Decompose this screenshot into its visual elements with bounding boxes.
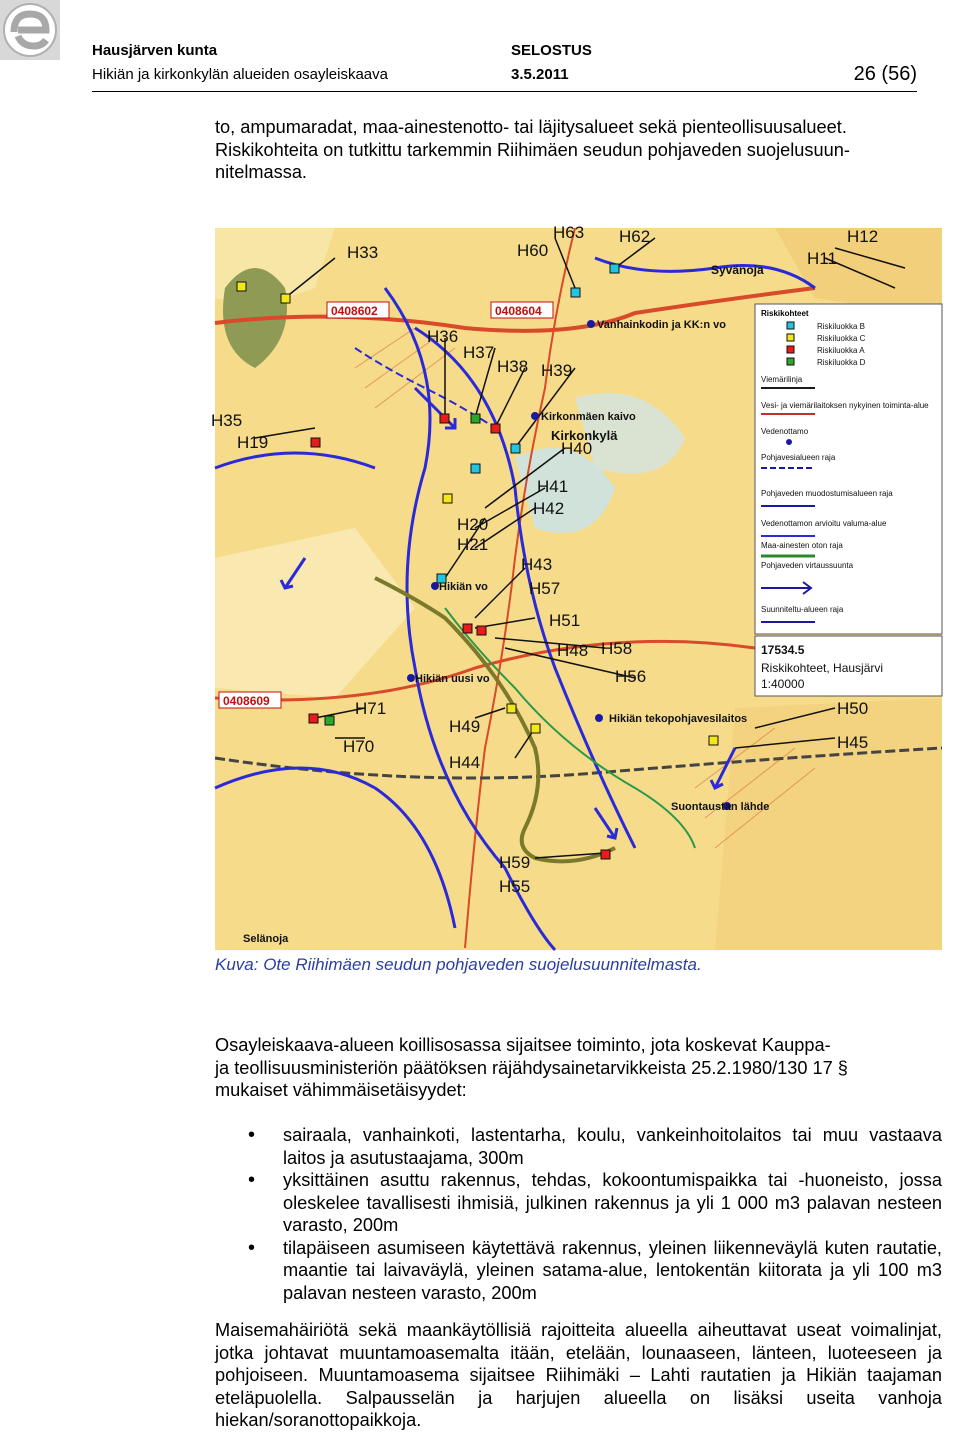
place-name: Hikiän vo bbox=[439, 581, 488, 593]
legend-item: Pohjavesialueen raja bbox=[761, 453, 836, 462]
area-id-label: 0408609 bbox=[223, 694, 270, 708]
place-name: Kirkonmäen kaivo bbox=[541, 411, 636, 423]
distance-paragraph bbox=[215, 1034, 942, 1102]
intro-line: Riskikohteita on tutkittu tarkemmin Riihimäen seudun pohjaveden suojelusuun- bbox=[215, 139, 850, 160]
risk-map-graphic bbox=[211, 223, 942, 950]
site-label: H70 bbox=[343, 737, 375, 756]
header-org: Hausjärven kunta bbox=[92, 42, 218, 59]
header-doc-type: SELOSTUS bbox=[511, 42, 592, 59]
map-legend bbox=[755, 304, 942, 696]
header-plan: Hikiän ja kirkonkylän alueiden osayleiskaava bbox=[92, 66, 388, 83]
paragraph-line: ja teollisuusministeriön päätöksen räjähdysainetarvikkeista 25.2.1980/130 17 § bbox=[215, 1057, 848, 1078]
legend-title: Riskikohteet bbox=[761, 309, 809, 318]
list-item: • tilapäiseen asumiseen käytettävä rakennus, yleinen liikenneväylä kuten rautatie, maantie tai laivaväylä, yleinen satama-alue, lentokentän kiitorata ja yli 100 m3 palavan nesteen varasto, 200m bbox=[215, 1237, 942, 1305]
legend-item: Riskiluokka A bbox=[817, 346, 865, 355]
risk-map bbox=[211, 223, 942, 950]
site-label: H19 bbox=[237, 433, 269, 452]
intro-paragraph bbox=[215, 116, 942, 184]
site-label: H55 bbox=[499, 877, 531, 896]
legend-item: Vesi- ja viemärilaitoksen nykyinen toiminta-alue bbox=[761, 401, 929, 410]
site-label: H42 bbox=[533, 499, 565, 518]
legend-info: 17534.5 bbox=[761, 643, 805, 657]
site-label: H62 bbox=[619, 227, 651, 246]
header-rule bbox=[92, 91, 917, 92]
paragraph-line: Osayleiskaava-alueen koillisosassa sijaitsee toiminto, jota koskevat Kauppa- bbox=[215, 1035, 831, 1055]
site-label: H45 bbox=[837, 733, 869, 752]
legend-item: Maa-ainesten oton raja bbox=[761, 541, 843, 550]
legend-info: Riskikohteet, Hausjärvi bbox=[761, 661, 884, 675]
legend-item: Riskiluokka D bbox=[817, 358, 866, 367]
page-number: 26 (56) bbox=[853, 63, 917, 85]
list-item: • sairaala, vanhainkoti, lastentarha, koulu, vankeinhoitolaitos tai muu vastaava laitos ja asutustaajama, 300m bbox=[215, 1124, 942, 1169]
legend-item: Vedenottamon arvioitu valuma-alue bbox=[761, 519, 887, 528]
landscape-paragraph: Maisemahäiriötä sekä maankäytöllisiä rajoitteita alueella aiheuttavat useat voimalinjat, jotka johtavat muuntamoasemalta itään, etelään, lounaaseen, länteen, luoteeseen ja pohjoiseen. Muuntamoasema sijaitsee Riihimäki – Lahti rautatien ja Hikiän taajaman eteläpuolella. Salpausselän ja harjujen alueella on lisäksi useita vanhoja hiekan/soranottopaikkoja. bbox=[215, 1320, 942, 1430]
paragraph-line: mukaiset vähimmäisetäisyydet: bbox=[215, 1080, 467, 1100]
place-name: Hikiän tekopohjavesilaitos bbox=[609, 713, 748, 725]
figure-caption: Kuva: Ote Riihimäen seudun pohjaveden suojelusuunnitelmasta. bbox=[215, 955, 702, 974]
site-label: H35 bbox=[211, 411, 243, 430]
place-name: Selänoja bbox=[243, 933, 289, 945]
site-label: H50 bbox=[837, 699, 869, 718]
site-label: H43 bbox=[521, 555, 553, 574]
area-id-label: 0408604 bbox=[495, 304, 542, 318]
site-label: H41 bbox=[537, 477, 569, 496]
site-label: H20 bbox=[457, 515, 489, 534]
intro-line: nitelmassa. bbox=[215, 162, 307, 182]
legend-item: Suunniteltu-alueen raja bbox=[761, 605, 844, 614]
legend-item: Vedenottamo bbox=[761, 427, 809, 436]
municipality-logo bbox=[0, 0, 60, 60]
legend-item: Riskiluokka C bbox=[817, 334, 866, 343]
header-date: 3.5.2011 bbox=[511, 66, 569, 83]
legend-item: Pohjaveden muodostumisalueen raja bbox=[761, 489, 893, 498]
place-name: Suontaustan lähde bbox=[671, 801, 770, 813]
place-name: Kirkonkylä bbox=[551, 428, 618, 443]
site-label: H36 bbox=[427, 327, 459, 346]
site-label: H33 bbox=[347, 243, 379, 262]
legend-item: Pohjaveden virtaussuunta bbox=[761, 561, 854, 570]
site-label: H12 bbox=[847, 227, 879, 246]
site-label: H59 bbox=[499, 853, 531, 872]
place-name: Hikiän uusi vo bbox=[415, 673, 490, 685]
area-id-label: 0408602 bbox=[331, 304, 378, 318]
place-name: Syvänoja bbox=[711, 263, 764, 277]
site-label: H40 bbox=[561, 439, 593, 458]
site-label: H57 bbox=[529, 579, 561, 598]
site-label: H56 bbox=[615, 667, 647, 686]
site-label: H21 bbox=[457, 535, 489, 554]
legend-item: Viemärilinja bbox=[761, 375, 803, 384]
intro-line: to, ampumaradat, maa-ainestenotto- tai läjitysalueet sekä pienteollisuusalueet. bbox=[215, 117, 847, 137]
list-item: • yksittäinen asuttu rakennus, tehdas, kokoontumispaikka tai -huoneisto, jossa oleskelee tavallisesti ihmisiä, julkinen rakennus ja yli 1 000 m3 palavan nesteen varasto, 200m bbox=[215, 1169, 942, 1237]
site-label: H63 bbox=[553, 223, 585, 242]
place-name: Vanhainkodin ja KK:n vo bbox=[597, 319, 726, 331]
site-label: H37 bbox=[463, 343, 495, 362]
site-label: H38 bbox=[497, 357, 529, 376]
site-label: H49 bbox=[449, 717, 481, 736]
legend-item: Riskiluokka B bbox=[817, 322, 866, 331]
site-label: H71 bbox=[355, 699, 387, 718]
site-label: H11 bbox=[807, 249, 837, 268]
site-label: H58 bbox=[601, 639, 633, 658]
distance-list bbox=[215, 1124, 942, 1304]
site-label: H51 bbox=[549, 611, 581, 630]
site-label: H44 bbox=[449, 753, 481, 772]
site-label: H60 bbox=[517, 241, 549, 260]
site-label: H39 bbox=[541, 361, 573, 380]
legend-info: 1:40000 bbox=[761, 677, 805, 691]
site-label: H48 bbox=[557, 641, 589, 660]
